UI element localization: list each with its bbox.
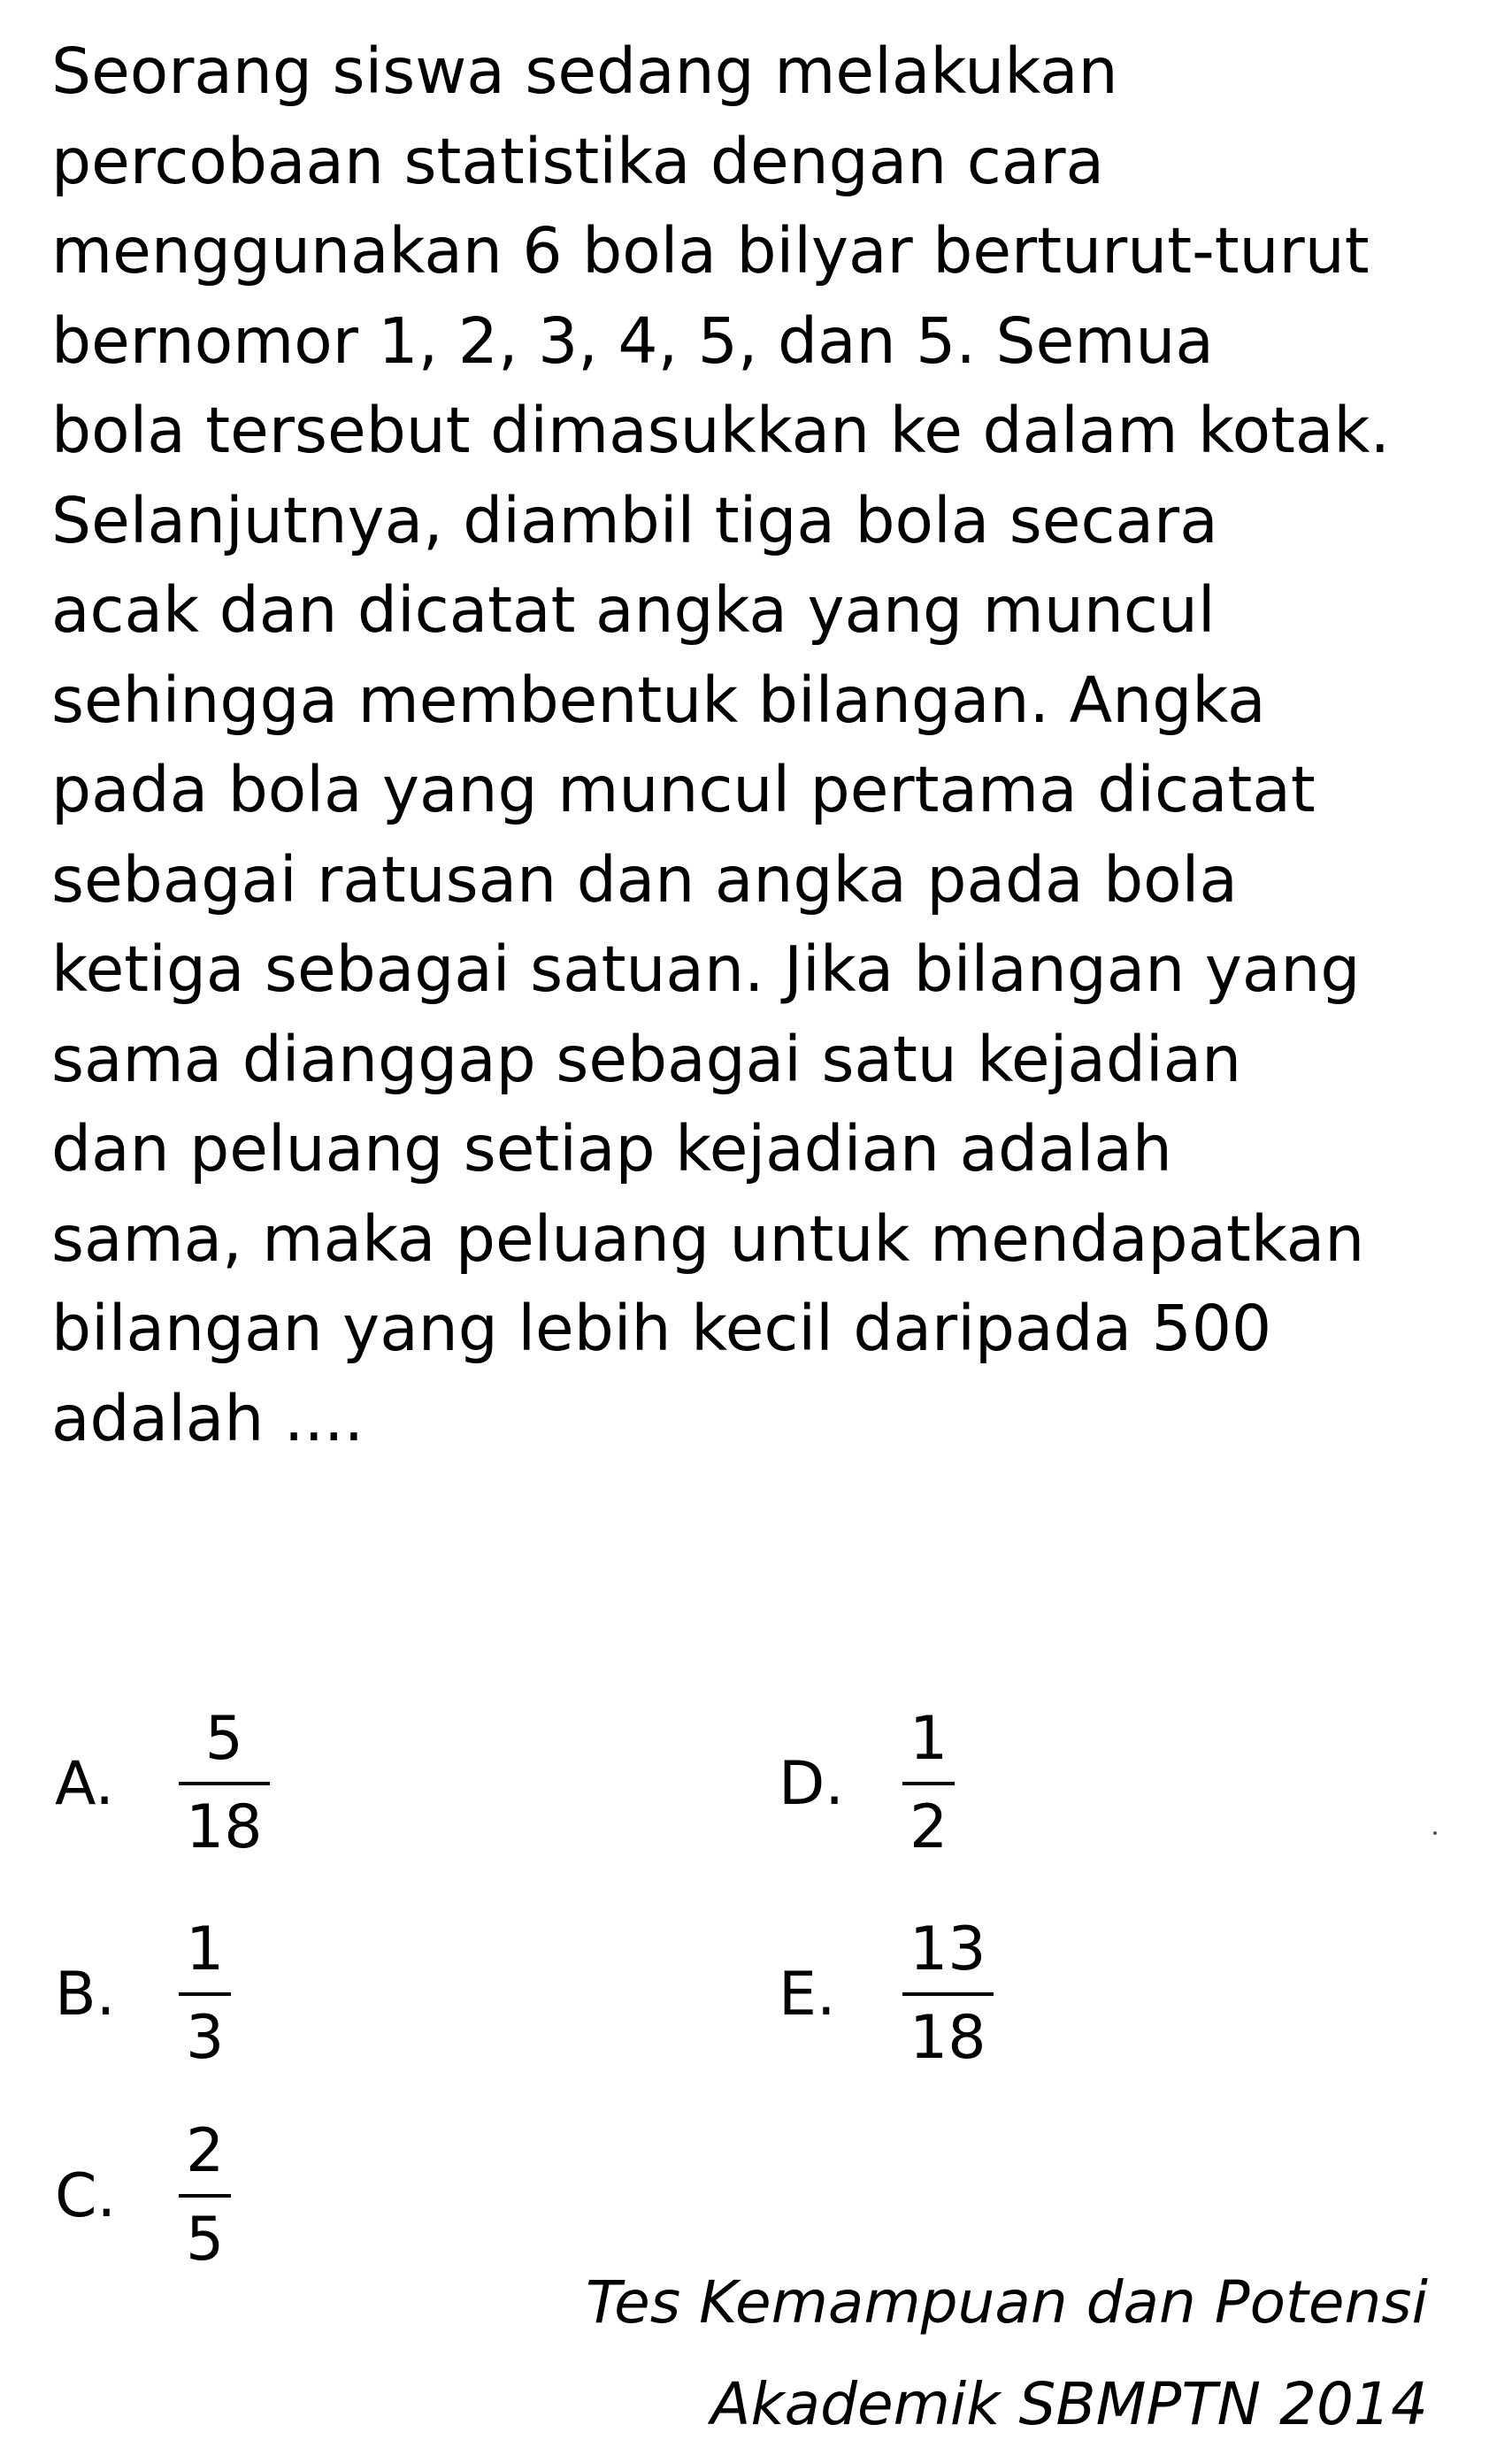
option-a-fraction	[179, 1704, 270, 1862]
question-line: Selanjutnya, diambil tiga bola secara	[51, 483, 1218, 557]
question-text	[51, 27, 1467, 1463]
question-line: ketiga sebagai satuan. Jika bilangan yang	[51, 932, 1361, 1006]
question-line: bilangan yang lebih kecil daripada 500	[51, 1292, 1272, 1365]
option-c[interactable]	[55, 2116, 231, 2275]
question-line: sama dianggap sebagai satu kejadian	[51, 1022, 1242, 1096]
option-b[interactable]	[55, 1914, 231, 2073]
question-line: bernomor 1, 2, 3, 4, 5, dan 5. Semua	[51, 303, 1214, 378]
option-d-denominator: 2	[910, 1792, 948, 1862]
option-e-denominator: 18	[910, 2003, 986, 2073]
option-e-numerator: 13	[910, 1914, 986, 1984]
question-line: bola tersebut dimasukkan ke dalam kotak.	[51, 394, 1391, 467]
question-line: pada bola yang muncul pertama dicatat	[51, 753, 1316, 826]
option-d-label: D.	[779, 1748, 844, 1819]
scan-speck	[1433, 1831, 1437, 1835]
question-line: menggunakan 6 bola bilyar berturut-turut	[51, 214, 1370, 288]
source-citation	[586, 2252, 1428, 2455]
source-line-2: Akademik SBMPTN 2014	[710, 2370, 1428, 2438]
question-line: adalah ....	[51, 1381, 365, 1455]
option-a-denominator: 18	[186, 1792, 263, 1862]
option-d-numerator: 1	[910, 1704, 948, 1774]
option-a-numerator: 5	[204, 1704, 243, 1774]
option-b-denominator: 3	[186, 2003, 225, 2073]
option-c-fraction	[179, 2116, 231, 2275]
option-c-numerator: 2	[186, 2116, 225, 2186]
question-line: acak dan dicatat angka yang muncul	[51, 573, 1216, 647]
option-b-fraction	[179, 1914, 231, 2073]
option-b-label: B.	[55, 1959, 116, 2029]
option-d[interactable]	[779, 1704, 955, 1862]
question-line: sebagai ratusan dan angka pada bola	[51, 842, 1238, 917]
option-e-fraction	[902, 1914, 994, 2073]
question-line: Seorang siswa sedang melakukan	[51, 35, 1118, 108]
question-line: dan peluang setiap kejadian adalah	[51, 1112, 1172, 1185]
option-e-label: E.	[779, 1959, 836, 2029]
option-d-fraction	[902, 1704, 955, 1862]
option-e[interactable]	[779, 1914, 994, 2073]
option-b-numerator: 1	[186, 1914, 225, 1984]
option-c-label: C.	[55, 2160, 117, 2231]
option-a-label: A.	[55, 1748, 114, 1819]
source-line-1: Tes Kemampuan dan Potensi	[585, 2268, 1428, 2336]
option-a[interactable]	[55, 1704, 270, 1862]
question-line: percobaan statistika dengan cara	[51, 124, 1105, 198]
question-line: sama, maka peluang untuk mendapatkan	[51, 1201, 1365, 1276]
option-c-denominator: 5	[186, 2205, 225, 2275]
question-line: sehingga membentuk bilangan. Angka	[51, 663, 1266, 737]
